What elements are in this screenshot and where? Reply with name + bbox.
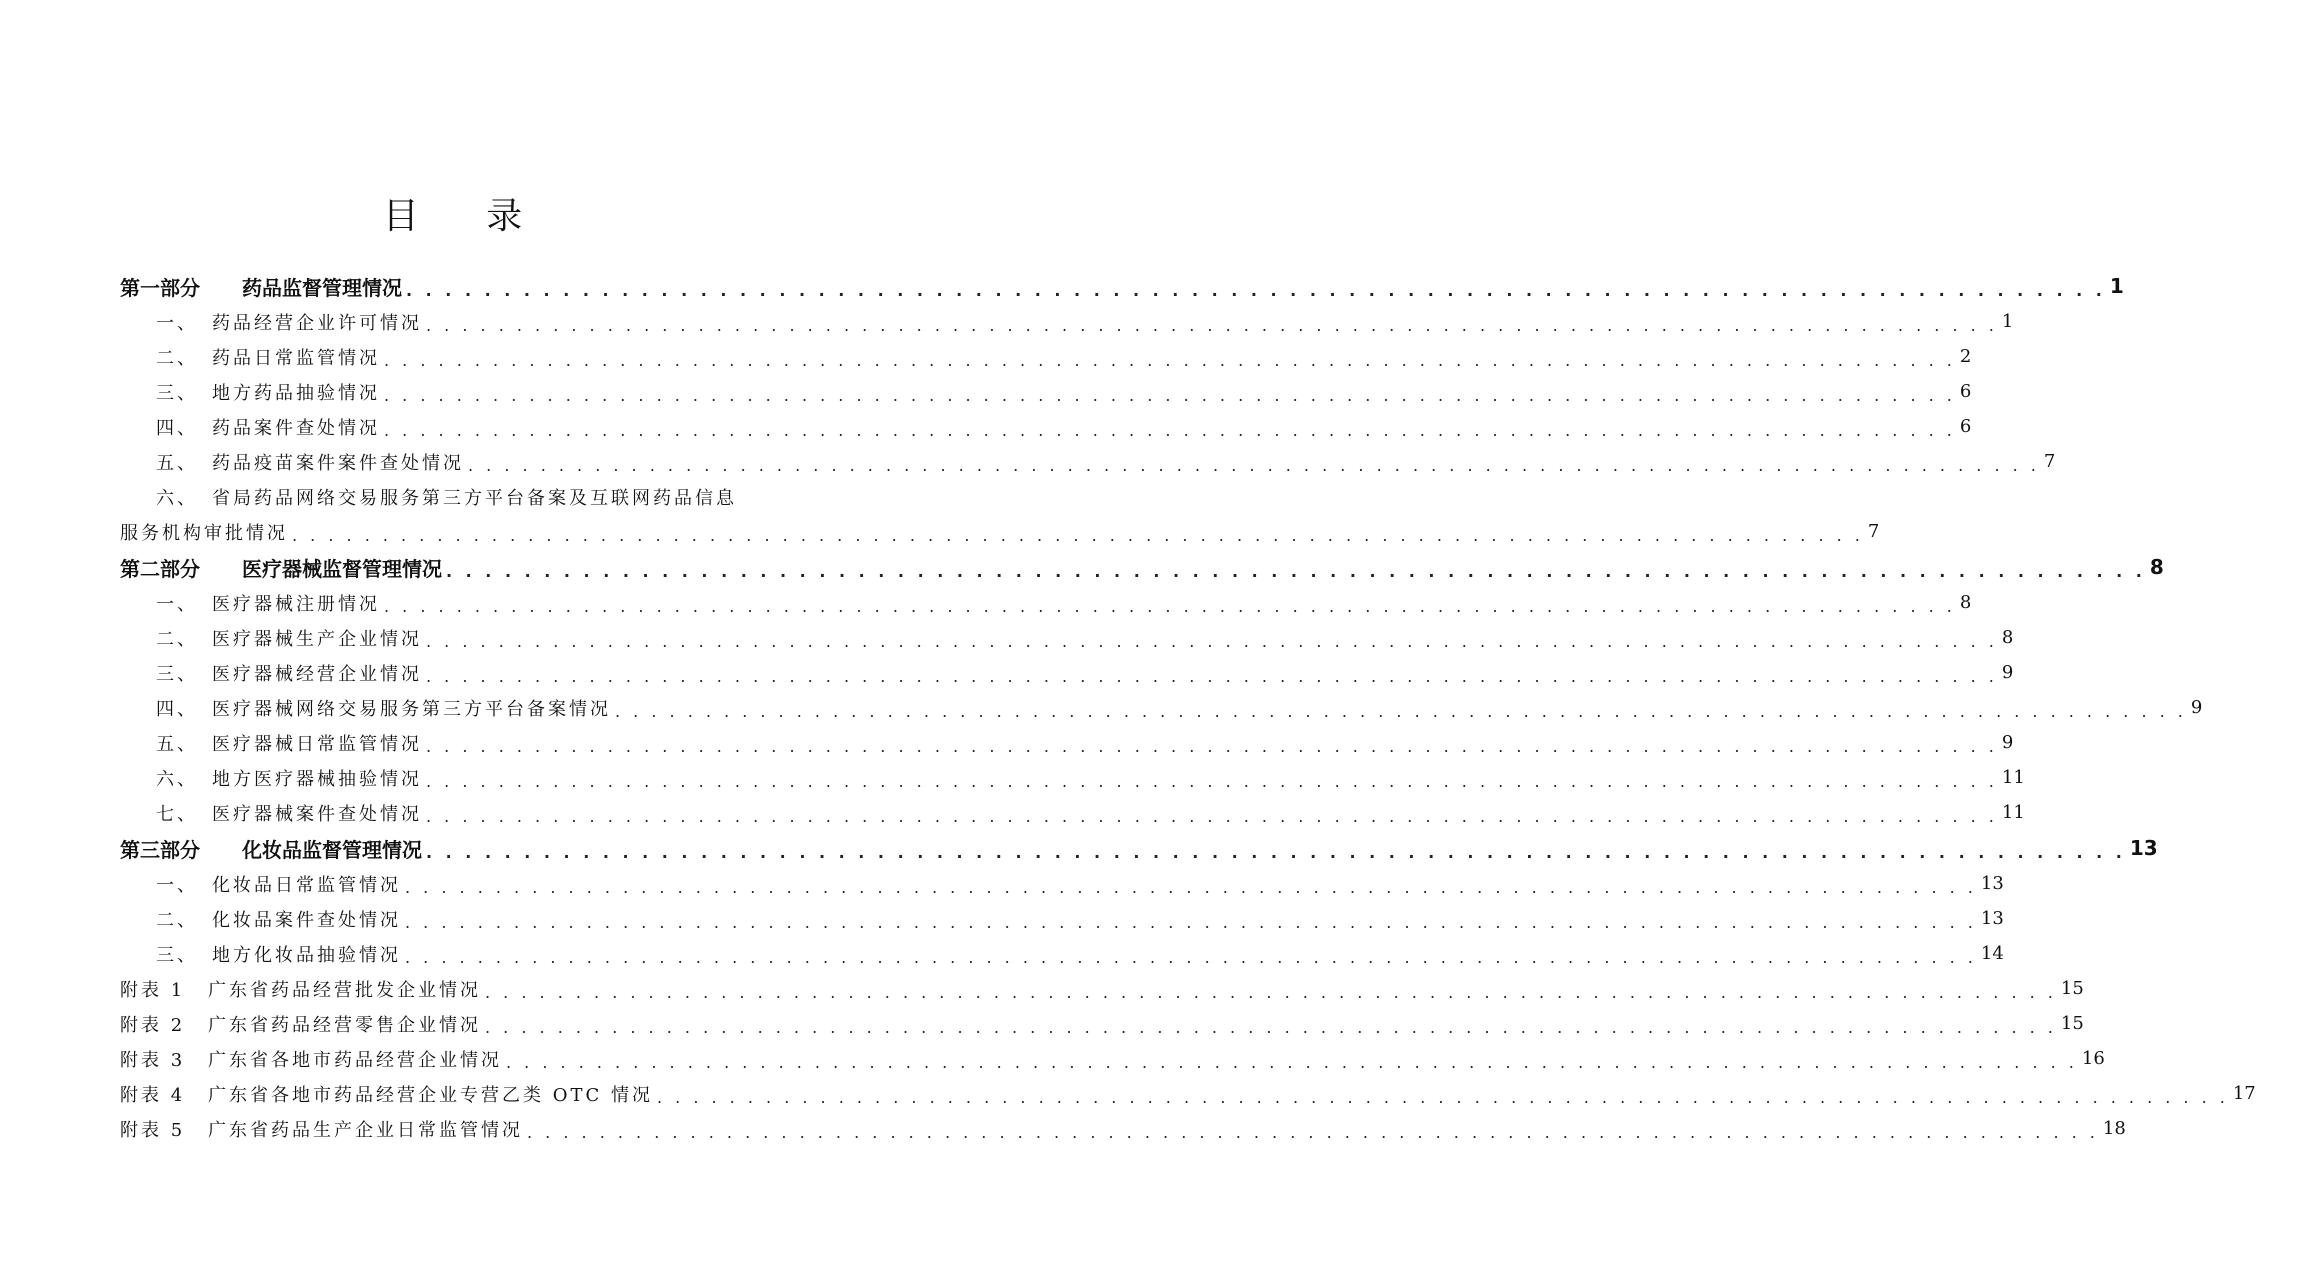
toc-entry-page: 13 (1980, 873, 2004, 894)
toc-entry-number: 三、 (156, 382, 198, 404)
toc-dot-leader: . . . . . . . . . . . . . . . . . . . . . . . . . . . . . . . . . . . . . . . . . . . . . . . . . . . . . . . . . . . . . . . . . . . . . . . . . . . . . . . . . . . . . . . (406, 281, 2106, 300)
toc-entry-page: 8 (2149, 555, 2164, 579)
toc-dot-leader: . . . . . . . . . . . . . . . . . . . . . . . . . . . . . . . . . . . . . . . . . . . . . . . . . . . . . . . . . . . . . . . . . . . . . . . . . . . . . . . . . . . . . . . (426, 843, 2126, 862)
toc-title: 目 录 (382, 196, 551, 237)
toc-dot-leader: . . . . . . . . . . . . . . . . . . . . . . . . . . . . . . . . . . . . . . . . . . . . . . . . . . . . . . . . . . . . . . . . . . . . . . . . . . . . . . . . . . . . . . . (384, 597, 1956, 616)
toc-entry (120, 866, 2004, 901)
toc-dot-leader: . . . . . . . . . . . . . . . . . . . . . . . . . . . . . . . . . . . . . . . . . . . . . . . . . . . . . . . . . . . . . . . . . . . . . . . . . . . . . . . . . . . . . . . (426, 667, 1998, 686)
toc-entry-page: 2 (1959, 346, 1972, 367)
toc-entry (120, 830, 2158, 866)
toc-entry-title: 地方医疗器械抽验情况 (212, 768, 422, 790)
toc-entry-number: 五、 (156, 733, 198, 755)
toc-entry-title: 广东省各地市药品经营企业情况 (208, 1049, 502, 1071)
toc-dot-leader: . . . . . . . . . . . . . . . . . . . . . . . . . . . . . . . . . . . . . . . . . . . . . . . . . . . . . . . . . . . . . . . . . . . . . . . . . . . . . . . . . . . . . . . (485, 1018, 2057, 1037)
toc-dot-leader: . . . . . . . . . . . . . . . . . . . . . . . . . . . . . . . . . . . . . . . . . . . . . . . . . . . . . . . . . . . . . . . . . . . . . . . . . . . . . . . . . . . . . . . (468, 456, 2040, 475)
toc-entry-number: 附表 1 (120, 979, 186, 1001)
toc-entry-title: 服务机构审批情况 (120, 522, 288, 544)
toc-entry-title: 医疗器械生产企业情况 (212, 628, 422, 650)
toc-entry (120, 585, 1972, 620)
toc-entry-page: 7 (2043, 451, 2056, 472)
toc-entry-number: 二、 (156, 909, 198, 931)
toc-entry-title: 药品经营企业许可情况 (212, 312, 422, 334)
toc-entry (120, 514, 1880, 549)
toc-entry-page: 15 (2060, 1013, 2084, 1034)
toc-entry-page: 9 (2001, 662, 2014, 683)
toc-dot-leader: . . . . . . . . . . . . . . . . . . . . . . . . . . . . . . . . . . . . . . . . . . . . . . . . . . . . . . . . . . . . . . . . . . . . . . . . . . . . . . . . . . . . . . . (615, 702, 2187, 721)
toc-dot-leader: . . . . . . . . . . . . . . . . . . . . . . . . . . . . . . . . . . . . . . . . . . . . . . . . . . . . . . . . . . . . . . . . . . . . . . . . . . . . . . . . . . . . . . . (426, 807, 1998, 826)
toc-entry-title: 医疗器械网络交易服务第三方平台备案情况 (212, 698, 611, 720)
toc-entry-page: 15 (2060, 978, 2084, 999)
toc-entry-number: 三、 (156, 663, 198, 685)
toc-entry (120, 1006, 2084, 1041)
table-of-contents (120, 268, 2256, 1146)
toc-entry-number: 三、 (156, 944, 198, 966)
toc-entry-number: 一、 (156, 593, 198, 615)
toc-entry-page: 8 (2001, 627, 2014, 648)
toc-entry (120, 725, 2014, 760)
toc-entry-number: 附表 5 (120, 1119, 186, 1141)
toc-entry (120, 444, 2056, 479)
toc-entry-page: 13 (2129, 836, 2158, 860)
toc-entry-page: 1 (2109, 274, 2124, 298)
toc-entry-page: 1 (2001, 311, 2014, 332)
toc-dot-leader: . . . . . . . . . . . . . . . . . . . . . . . . . . . . . . . . . . . . . . . . . . . . . . . . . . . . . . . . . . . . . . . . . . . . . . . . . . . . . . . . . . . . . . . (292, 526, 1864, 545)
toc-entry (120, 760, 2025, 795)
toc-entry-title: 广东省药品经营批发企业情况 (208, 979, 481, 1001)
toc-entry-page: 16 (2081, 1048, 2105, 1069)
toc-entry-number: 二、 (156, 628, 198, 650)
toc-entry (120, 304, 2014, 339)
toc-entry-title: 化妆品案件查处情况 (212, 909, 401, 931)
toc-entry-title: 药品日常监管情况 (212, 347, 380, 369)
toc-entry-number: 附表 3 (120, 1049, 186, 1071)
toc-dot-leader: . . . . . . . . . . . . . . . . . . . . . . . . . . . . . . . . . . . . . . . . . . . . . . . . . . . . . . . . . . . . . . . . . . . . . . . . . . . . . . . . . . . . . . . (405, 913, 1977, 932)
toc-entry-title: 地方化妆品抽验情况 (212, 944, 401, 966)
toc-entry-page: 11 (2001, 802, 2025, 823)
toc-entry-number: 一、 (156, 312, 198, 334)
toc-dot-leader: . . . . . . . . . . . . . . . . . . . . . . . . . . . . . . . . . . . . . . . . . . . . . . . . . . . . . . . . . . . . . . . . . . . . . . . . . . . . . . . . . . . . . . . (384, 421, 1956, 440)
toc-entry (120, 901, 2004, 936)
toc-entry-number: 附表 4 (120, 1084, 186, 1106)
toc-entry-number: 第三部分 (120, 837, 200, 862)
toc-entry-title: 药品监督管理情况 (242, 275, 402, 300)
toc-entry-title: 地方药品抽验情况 (212, 382, 380, 404)
toc-entry-page: 9 (2001, 732, 2014, 753)
toc-entry-number: 七、 (156, 803, 198, 825)
toc-entry-number: 四、 (156, 698, 198, 720)
toc-entry (120, 268, 2124, 304)
toc-entry (120, 339, 1972, 374)
toc-dot-leader: . . . . . . . . . . . . . . . . . . . . . . . . . . . . . . . . . . . . . . . . . . . . . . . . . . . . . . . . . . . . . . . . . . . . . . . . . . . . . . . . . . . . . . . (506, 1053, 2078, 1072)
toc-entry-page: 6 (1959, 381, 1972, 402)
toc-entry-title: 医疗器械日常监管情况 (212, 733, 422, 755)
toc-dot-leader: . . . . . . . . . . . . . . . . . . . . . . . . . . . . . . . . . . . . . . . . . . . . . . . . . . . . . . . . . . . . . . . . . . . . . . . . . . . . . . . . . . . . . . . (384, 386, 1956, 405)
toc-entry-number: 第二部分 (120, 556, 200, 581)
toc-entry (120, 690, 2203, 725)
toc-entry (120, 1111, 2126, 1146)
toc-entry-number: 五、 (156, 452, 198, 474)
toc-entry (120, 374, 1972, 409)
toc-dot-leader: . . . . . . . . . . . . . . . . . . . . . . . . . . . . . . . . . . . . . . . . . . . . . . . . . . . . . . . . . . . . . . . . . . . . . . . . . . . . . . . . . . . . . . . (384, 351, 1956, 370)
toc-entry-title: 广东省药品生产企业日常监管情况 (208, 1119, 523, 1141)
toc-entry-title: 医疗器械监督管理情况 (242, 556, 442, 581)
toc-dot-leader: . . . . . . . . . . . . . . . . . . . . . . . . . . . . . . . . . . . . . . . . . . . . . . . . . . . . . . . . . . . . . . . . . . . . . . . . . . . . . . . . . . . . . . . (485, 983, 2057, 1002)
toc-entry-title: 医疗器械案件查处情况 (212, 803, 422, 825)
toc-entry (120, 1076, 2256, 1111)
toc-entry-page: 9 (2190, 697, 2203, 718)
toc-entry-number: 六、 (156, 487, 198, 509)
toc-dot-leader: . . . . . . . . . . . . . . . . . . . . . . . . . . . . . . . . . . . . . . . . . . . . . . . . . . . . . . . . . . . . . . . . . . . . . . . . . . . . . . . . . . . . . . . (446, 562, 2146, 581)
toc-entry-page: 7 (1867, 521, 1880, 542)
toc-entry (120, 549, 2164, 585)
toc-dot-leader: . . . . . . . . . . . . . . . . . . . . . . . . . . . . . . . . . . . . . . . . . . . . . . . . . . . . . . . . . . . . . . . . . . . . . . . . . . . . . . . . . . . . . . . (527, 1123, 2099, 1142)
toc-entry-title: 医疗器械注册情况 (212, 593, 380, 615)
toc-dot-leader: . . . . . . . . . . . . . . . . . . . . . . . . . . . . . . . . . . . . . . . . . . . . . . . . . . . . . . . . . . . . . . . . . . . . . . . . . . . . . . . . . . . . . . . (426, 772, 1998, 791)
toc-entry (120, 479, 785, 514)
toc-entry-title: 药品疫苗案件案件查处情况 (212, 452, 464, 474)
toc-entry-number: 二、 (156, 347, 198, 369)
toc-dot-leader: . . . . . . . . . . . . . . . . . . . . . . . . . . . . . . . . . . . . . . . . . . . . . . . . . . . . . . . . . . . . . . . . . . . . . . . . . . . . . . . . . . . . . . . (656, 1088, 2229, 1107)
toc-entry (120, 936, 2004, 971)
toc-entry (120, 795, 2025, 830)
toc-entry-page: 18 (2102, 1118, 2126, 1139)
toc-entry (120, 1041, 2105, 1076)
toc-dot-leader: . . . . . . . . . . . . . . . . . . . . . . . . . . . . . . . . . . . . . . . . . . . . . . . . . . . . . . . . . . . . . . . . . . . . . . . . . . . . . . . . . . . . . . . (405, 948, 1977, 967)
toc-entry-page: 8 (1959, 592, 1972, 613)
toc-entry-number: 附表 2 (120, 1014, 186, 1036)
toc-entry-page: 13 (1980, 908, 2004, 929)
toc-dot-leader: . . . . . . . . . . . . . . . . . . . . . . . . . . . . . . . . . . . . . . . . . . . . . . . . . . . . . . . . . . . . . . . . . . . . . . . . . . . . . . . . . . . . . . . (426, 632, 1998, 651)
toc-entry-number: 四、 (156, 417, 198, 439)
toc-entry-title: 化妆品日常监管情况 (212, 874, 401, 896)
toc-entry-number: 一、 (156, 874, 198, 896)
toc-entry-title: 省局药品网络交易服务第三方平台备案及互联网药品信息 (212, 487, 737, 509)
toc-entry-page: 14 (1980, 943, 2004, 964)
toc-entry-title: 医疗器械经营企业情况 (212, 663, 422, 685)
toc-entry (120, 655, 2014, 690)
toc-entry-page: 17 (2232, 1083, 2256, 1104)
toc-entry-number: 第一部分 (120, 275, 200, 300)
toc-dot-leader: . . . . . . . . . . . . . . . . . . . . . . . . . . . . . . . . . . . . . . . . . . . . . . . . . . . . . . . . . . . . . . . . . . . . . . . . . . . . . . . . . . . . . . . (426, 316, 1998, 335)
toc-entry-page: 11 (2001, 767, 2025, 788)
toc-entry (120, 620, 2014, 655)
toc-entry (120, 971, 2084, 1006)
toc-entry-title: 广东省药品经营零售企业情况 (208, 1014, 481, 1036)
toc-entry (120, 409, 1972, 444)
toc-entry-title: 化妆品监督管理情况 (242, 837, 422, 862)
toc-entry-page: 6 (1959, 416, 1972, 437)
toc-entry-title: 药品案件查处情况 (212, 417, 380, 439)
toc-dot-leader: . . . . . . . . . . . . . . . . . . . . . . . . . . . . . . . . . . . . . . . . . . . . . . . . . . . . . . . . . . . . . . . . . . . . . . . . . . . . . . . . . . . . . . . (405, 878, 1977, 897)
toc-entry-title: 广东省各地市药品经营企业专营乙类 OTC 情况 (208, 1084, 653, 1106)
toc-entry-number: 六、 (156, 768, 198, 790)
toc-dot-leader: . . . . . . . . . . . . . . . . . . . . . . . . . . . . . . . . . . . . . . . . . . . . . . . . . . . . . . . . . . . . . . . . . . . . . . . . . . . . . . . . . . . . . . . (426, 737, 1998, 756)
